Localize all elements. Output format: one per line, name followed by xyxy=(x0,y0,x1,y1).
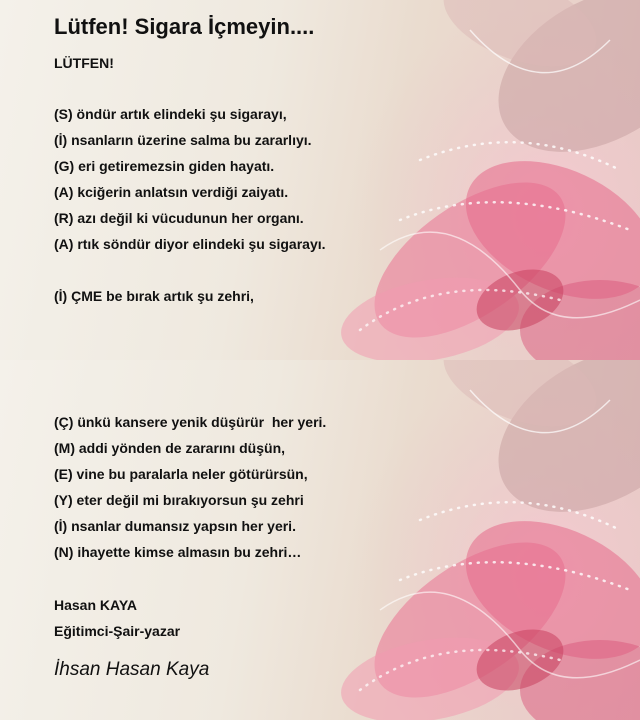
poem-line: (N) ihayette kimse almasın bu zehri… xyxy=(54,544,302,560)
poem-line: (Y) eter değil mi bırakıyorsun şu zehri xyxy=(54,492,304,508)
author-name: Hasan KAYA xyxy=(54,597,138,613)
poem-line: (A) kciğerin anlatsın verdiği zaiyatı. xyxy=(54,184,289,200)
poem-heading: LÜTFEN! xyxy=(54,55,114,71)
poem-line: (R) azı değil ki vücudunun her organı. xyxy=(54,210,304,226)
poem-line: (A) rtık söndür diyor elindeki şu sigarayı. xyxy=(54,236,326,252)
poem-line: (Ç) ünkü kansere yenik düşürür her yeri. xyxy=(54,414,327,430)
poem-line: (İ) nsanların üzerine salma bu zararlıyı. xyxy=(54,132,312,148)
poem-line: (S) öndür artık elindeki şu sigarayı, xyxy=(54,106,287,122)
poem-line: (G) eri getiremezsin giden hayatı. xyxy=(54,158,275,174)
poem-line: (M) addi yönden de zararını düşün, xyxy=(54,440,286,456)
author-signature: İhsan Hasan Kaya xyxy=(54,659,210,680)
poem-line: (İ) ÇME be bırak artık şu zehri, xyxy=(54,288,254,304)
poem-line: (E) vine bu paralarla neler götürürsün, xyxy=(54,466,308,482)
author-role: Eğitimci-Şair-yazar xyxy=(54,623,181,639)
poem-title: Lütfen! Sigara İçmeyin.... xyxy=(54,14,315,39)
poem-line: (İ) nsanlar dumansız yapsın her yeri. xyxy=(54,518,296,534)
